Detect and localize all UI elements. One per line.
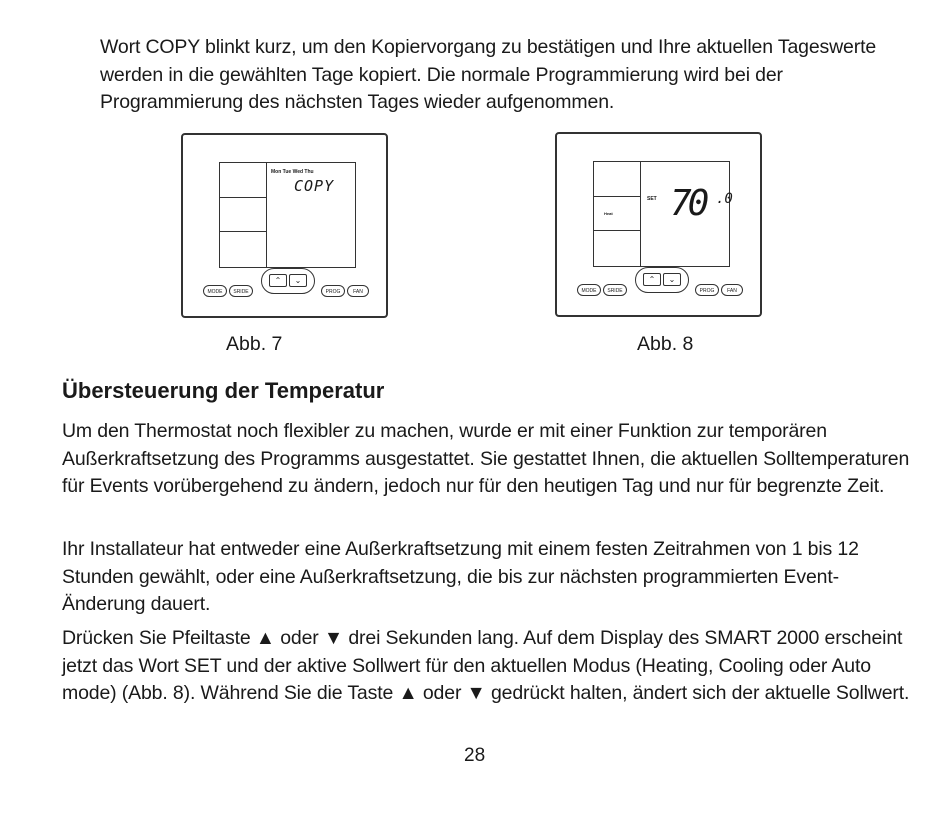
lcd-temperature: 70 bbox=[670, 183, 706, 224]
intro-paragraph: Wort COPY blinkt kurz, um den Kopiervorgang zu bestätigen und Ihre aktuellen Tageswerte werden in die gewählten Tage kopiert. Die normale Programmierung wird bei der Programmierung des nächsten Tages wieder aufgenommen. bbox=[100, 36, 877, 113]
prog-button: PROG bbox=[321, 285, 345, 297]
lcd-segment-column bbox=[594, 162, 641, 266]
override-button: SRIDE bbox=[229, 285, 253, 297]
up-arrow-icon: ⌃ bbox=[643, 273, 661, 286]
heat-label: Heat bbox=[604, 210, 613, 216]
lcd-temperature-decimal: .0 bbox=[716, 191, 733, 207]
thermostat-figure-set bbox=[555, 132, 762, 317]
body-paragraph: Ihr Installateur hat entweder eine Außerkraftsetzung mit einem festen Zeitrahmen von 1 bis 12 Stunden gewählt, oder eine Außerkraftsetzung, die bis zur nächsten programmierten Event-Änderung dauert. bbox=[62, 538, 859, 615]
override-button: SRIDE bbox=[603, 284, 627, 296]
fan-button: FAN bbox=[721, 284, 743, 296]
down-arrow-icon: ⌄ bbox=[289, 274, 307, 287]
lcd-copy-text: COPY bbox=[294, 177, 335, 195]
section-title: Übersteuerung der Temperatur bbox=[62, 378, 385, 403]
up-arrow-icon: ⌃ bbox=[269, 274, 287, 287]
figure-caption-7: Abb. 7 bbox=[226, 333, 283, 355]
arrow-pad bbox=[261, 268, 315, 294]
prog-button: PROG bbox=[695, 284, 719, 296]
set-label: SET bbox=[647, 196, 657, 202]
mode-button: MODE bbox=[577, 284, 601, 296]
days-label: Mon Tue Wed Thu bbox=[271, 169, 314, 175]
lcd-screen bbox=[593, 161, 733, 267]
figure-caption-8: Abb. 8 bbox=[637, 333, 694, 355]
lcd-segment-column bbox=[220, 163, 267, 267]
lcd-screen bbox=[219, 162, 356, 268]
arrow-pad bbox=[635, 267, 689, 293]
page-number: 28 bbox=[464, 745, 486, 766]
thermostat-figure-copy bbox=[181, 133, 388, 318]
fan-button: FAN bbox=[347, 285, 369, 297]
body-paragraph: Drücken Sie Pfeiltaste ▲ oder ▼ drei Sekunden lang. Auf dem Display des SMART 2000 erscheint jetzt das Wort SET und der aktive Sollwert für den aktuellen Modus (Heating, Cooling oder Auto mode) (Abb. 8). Während Sie die Taste ▲ oder ▼ gedrückt halten, ändert sich der aktuelle Sollwert. bbox=[62, 627, 910, 704]
body-paragraph: Um den Thermostat noch flexibler zu machen, wurde er mit einer Funktion zur temporären Außerkraftsetzung des Programms ausgestattet. Sie gestattet Ihnen, die aktuellen Solltemperaturen für Events vorübergehend zu ändern, jedoch nur für den heutigen Tag und nur für begrenzte Zeit. bbox=[62, 420, 910, 497]
down-arrow-icon: ⌄ bbox=[663, 273, 681, 286]
mode-button: MODE bbox=[203, 285, 227, 297]
